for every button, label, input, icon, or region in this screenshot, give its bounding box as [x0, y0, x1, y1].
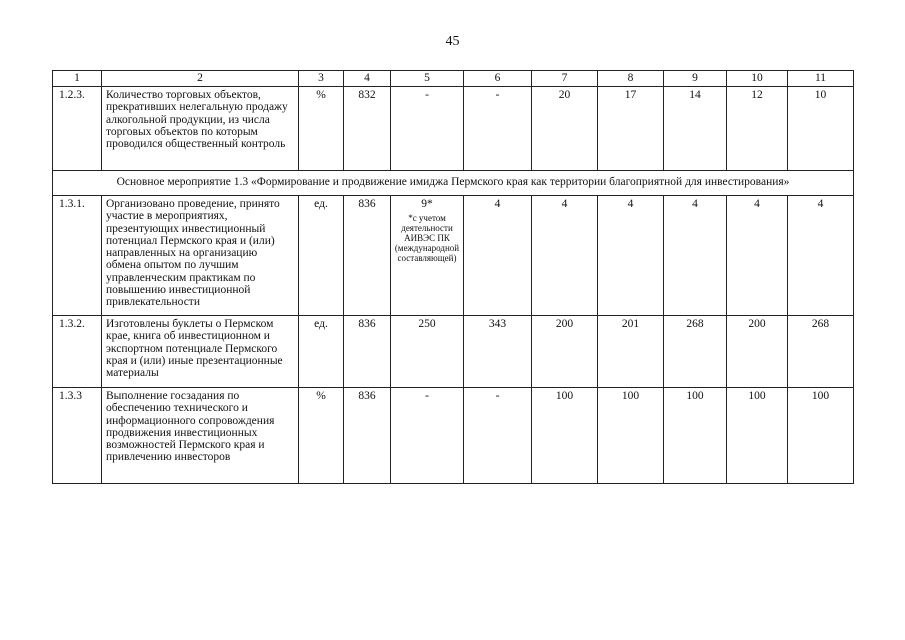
- value-cell: 12: [727, 87, 788, 171]
- value-cell: 200: [532, 316, 598, 388]
- row-name: Организовано проведение, принято участие в мероприятиях, презентующих инвестиционный потенциал Пермского края и (или) направленных на организацию обмена опытом по лучшим управленческим практикам по повышению инвестиционной привлекательности: [102, 196, 299, 316]
- value-cell: 4: [532, 196, 598, 316]
- header-cell: 2: [102, 71, 299, 87]
- row-number: 1.3.2.: [53, 316, 102, 388]
- row-name: Выполнение госзадания по обеспечению технического и информационного сопровождения продвижения инвестиционных возможностей Пермского края и привлечению инвесторов: [102, 388, 299, 484]
- value-text: 9*: [421, 198, 433, 210]
- row-name: Количество торговых объектов, прекративших нелегальную продажу алкогольной продукции, из числа торговых объектов по которым проводился общественный контроль: [102, 87, 299, 171]
- value-cell: 343: [464, 316, 532, 388]
- value-cell: 268: [788, 316, 854, 388]
- value-cell: 10: [788, 87, 854, 171]
- unit-cell: ед.: [299, 316, 344, 388]
- value-cell: 268: [664, 316, 727, 388]
- header-cell: 5: [391, 71, 464, 87]
- value-cell: 100: [788, 388, 854, 484]
- table-row: [53, 388, 854, 484]
- code-cell: 832: [344, 87, 391, 171]
- value-cell: 4: [788, 196, 854, 316]
- page-number: 45: [445, 34, 460, 49]
- value-cell: 100: [532, 388, 598, 484]
- table-row: [53, 87, 854, 171]
- value-cell: 4: [727, 196, 788, 316]
- header-cell: 9: [664, 71, 727, 87]
- footnote-text: *с учетом деятельности АИВЭС ПК (международной составляющей): [394, 213, 460, 264]
- value-cell: -: [391, 87, 464, 171]
- row-number: 1.3.1.: [53, 196, 102, 316]
- unit-cell: %: [299, 388, 344, 484]
- value-cell: -: [464, 388, 532, 484]
- header-cell: 1: [53, 71, 102, 87]
- value-cell: 20: [532, 87, 598, 171]
- table-row: [53, 196, 854, 316]
- value-cell: 14: [664, 87, 727, 171]
- section-title: Основное мероприятие 1.3 «Формирование и продвижение имиджа Пермского края как территории благоприятной для инвестирования»: [53, 171, 854, 196]
- header-cell: 4: [344, 71, 391, 87]
- section-row: [53, 171, 854, 196]
- unit-cell: ед.: [299, 196, 344, 316]
- value-cell: 100: [664, 388, 727, 484]
- table-row: [53, 316, 854, 388]
- value-cell: 250: [391, 316, 464, 388]
- header-cell: 6: [464, 71, 532, 87]
- header-cell: 8: [598, 71, 664, 87]
- row-number: 1.3.3: [53, 388, 102, 484]
- value-cell: 4: [598, 196, 664, 316]
- value-cell: 4: [464, 196, 532, 316]
- value-cell: -: [391, 388, 464, 484]
- unit-cell: %: [299, 87, 344, 171]
- header-cell: 7: [532, 71, 598, 87]
- value-cell-with-note: [391, 196, 464, 316]
- row-number: 1.2.3.: [53, 87, 102, 171]
- value-cell: 100: [598, 388, 664, 484]
- indicators-table: [52, 70, 854, 484]
- code-cell: 836: [344, 388, 391, 484]
- value-cell: 200: [727, 316, 788, 388]
- value-cell: 17: [598, 87, 664, 171]
- value-cell: 100: [727, 388, 788, 484]
- value-cell: 4: [664, 196, 727, 316]
- value-cell: -: [464, 87, 532, 171]
- header-cell: 10: [727, 71, 788, 87]
- header-cell: 11: [788, 71, 854, 87]
- value-cell: 201: [598, 316, 664, 388]
- table-header-row: [53, 71, 854, 87]
- code-cell: 836: [344, 196, 391, 316]
- header-cell: 3: [299, 71, 344, 87]
- code-cell: 836: [344, 316, 391, 388]
- row-name: Изготовлены буклеты о Пермском крае, книга об инвестиционном и экспортном потенциале Пермского края и (или) иные презентационные материалы: [102, 316, 299, 388]
